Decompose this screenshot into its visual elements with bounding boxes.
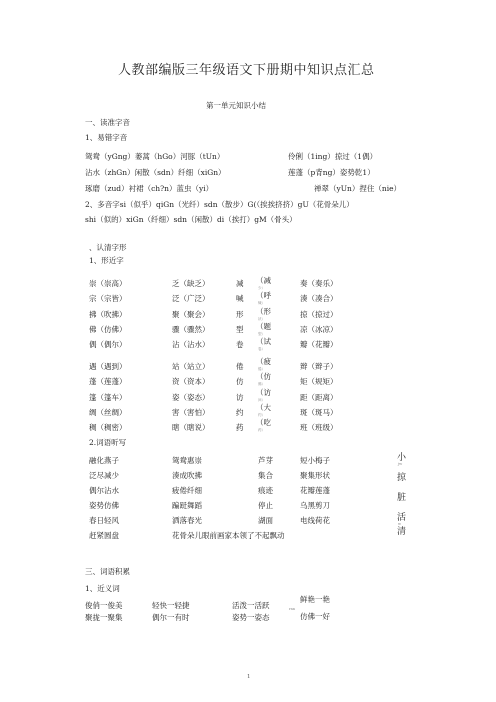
paren-word-4: （题 [256, 322, 271, 331]
syn-r2-c2: 偶尔一有时 [152, 613, 190, 622]
dictation-word-r4-c3: 停止 [258, 501, 273, 510]
similar-char-r3-c3: 形 [236, 310, 244, 319]
paren-word-2: （呼 [256, 291, 271, 300]
paren-small-7: 佛） [258, 382, 265, 386]
polyphone-line-1: 2、多音字si（似乎）qiGn（光纤）sdn（散步）G(（挨挨挤挤）gU（花骨朵儿） [85, 200, 354, 209]
similar-char-r3-c4: 掠（掠过） [300, 310, 338, 319]
paren-word-10: （吃 [256, 418, 271, 427]
dictation-word-r1-c3: 芦芽 [258, 456, 273, 465]
similar-char-r1-c1: 崇（崇高） [89, 279, 127, 288]
paren-small-10: 药） [258, 428, 265, 432]
paren-small-4: 型） [258, 332, 265, 336]
dictation-word-r1-c2: 鸳鸯惠崇 [172, 456, 202, 465]
similar-char-r9-c4: 斑（斑马） [300, 408, 338, 417]
similar-char-r2-c2: 泛（广泛） [172, 294, 210, 303]
syn-r1-c4: 鲜艳一艳 [300, 595, 330, 604]
dictation-word-r3-c1: 偶尔沾水 [89, 486, 119, 495]
dictation-word-r5-c1: 春日轻风 [89, 516, 119, 525]
similar-char-r5-c4: 瓣（花瓣） [300, 340, 338, 349]
pron-row-2-right: 莲蓬（p背ng）姿势乾1） [288, 168, 375, 177]
dictation-word-r2-c2: 湊成吹拂 [172, 471, 202, 480]
similar-char-r8-c2: 姿（姿态） [172, 393, 210, 402]
polyphone-line-2: shi（似的）xiGn（纤细）sdn（闲散）di（挨打）gM（骨头） [85, 215, 297, 224]
paren-small-9: 约） [258, 413, 265, 417]
side-note-1: jw [398, 462, 403, 466]
dictation-word-r2-c3: 集合 [258, 471, 273, 480]
similar-char-r7-c3: 仿 [236, 377, 244, 386]
dictation-word-r1-c4: 短小梅子 [300, 456, 330, 465]
similar-char-r1-c4: 奏（奏乐） [300, 279, 338, 288]
side-note-4: w [398, 522, 401, 526]
syn-note: rnn [289, 607, 296, 611]
section-heading-2: 、认清字形 [89, 243, 127, 252]
dictation-word-r5-c3: 湖面 [258, 516, 273, 525]
similar-char-r9-c2: 害（害怕） [172, 408, 210, 417]
similar-char-r5-c1: 偶（偶尔） [89, 340, 127, 349]
similar-char-r9-c1: 绸（丝绸） [89, 408, 127, 417]
similar-char-r7-c2: 资（资本） [172, 377, 210, 386]
dictation-word-r1-c1: 融化燕子 [89, 456, 119, 465]
dictation-word-r4-c4: 乌黑剪刀 [300, 501, 330, 510]
paren-word-1: （减 [256, 276, 271, 285]
similar-char-r8-c3: 访 [236, 393, 244, 402]
subheading-dictation: 2.词语听写 [89, 438, 127, 447]
subheading-similar-chars: 1、形近字 [89, 256, 124, 265]
paren-word-6: （疲 [256, 357, 271, 366]
similar-char-r4-c4: 凉（冰凉） [300, 325, 338, 334]
paren-word-3: （形 [256, 307, 271, 316]
syn-r2-c4: 仿佛一好 [300, 612, 330, 621]
syn-r2-c3: 姿势一姿态 [232, 613, 270, 622]
similar-char-r5-c3: 卷 [236, 340, 244, 349]
similar-char-r2-c3: 喊 [236, 294, 244, 303]
section-heading-3: 三、词语积累 [85, 567, 130, 576]
syn-r2-c1: 聚拢一聚集 [85, 613, 123, 622]
dictation-word-r2-c1: 泛尽减少 [89, 471, 119, 480]
similar-char-r7-c1: 蓬（莲蓬） [89, 377, 127, 386]
pron-row-1-left: 鸳鸯（yGng）蒌蒿（hGo）河豚（tUn） [85, 152, 225, 161]
similar-char-r8-c4: 距（距离） [300, 393, 338, 402]
dictation-word-r5-c2: 洒落春光 [172, 516, 202, 525]
similar-char-r3-c2: 聚（聚会） [172, 310, 210, 319]
similar-char-r2-c4: 湊（凑合） [300, 294, 338, 303]
similar-char-r4-c1: 佛（仿佛） [89, 325, 127, 334]
pron-row-3-right: 禅翠（yUn）捏住（nie） [314, 184, 402, 193]
paren-small-3: 状） [258, 317, 265, 321]
similar-char-r9-c3: 约 [236, 408, 244, 417]
paren-word-5: （试 [256, 337, 271, 346]
syn-r1-c1: 俊俏一俊美 [85, 601, 123, 610]
similar-char-r6-c3: 倦 [236, 362, 244, 371]
dictation-word-r3-c4: 花瓣莲蓬 [300, 486, 330, 495]
paren-small-1: 少） [258, 286, 265, 290]
paren-word-7: （仿 [256, 372, 271, 381]
similar-char-r4-c3: 型 [236, 325, 244, 334]
similar-char-r10-c2: 瞎（瞎说） [172, 423, 210, 432]
similar-char-r3-c1: 拂（吹拂） [89, 310, 127, 319]
pron-row-2-left: 沾水（zhGn）闲散（sdn）纤细（xiGn） [85, 168, 226, 177]
side-char-3: 脏 [397, 493, 407, 503]
similar-char-r2-c1: 宗（宗皆） [89, 294, 127, 303]
similar-char-r7-c4: 矩（规矩） [300, 377, 338, 386]
dictation-word-r5-c4: 电线荷花 [300, 516, 330, 525]
pron-row-1-right: 伶俐（1ing）掠过（1偶） [288, 152, 378, 161]
pron-row-3-left: 琢磨（zud）衬裙（ch?n）蓝虫（yi） [85, 184, 214, 193]
paren-small-8: 问） [258, 398, 265, 402]
section-heading-1: 一、读准字音 [85, 118, 130, 127]
dictation-word-r4-c1: 姿势仿佛 [89, 501, 119, 510]
similar-char-r5-c2: 沾（沾水） [172, 340, 210, 349]
dictation-word-r2-c4: 聚集形状 [300, 471, 330, 480]
side-char-4: 活 [397, 513, 407, 523]
dictation-word-r3-c2: 疲倦纤细 [172, 486, 202, 495]
syn-r1-c3: 活泼一活跃 [232, 601, 270, 610]
paren-word-8: （访 [256, 388, 271, 397]
dictation-word-r3-c3: 痕迹 [258, 486, 273, 495]
paren-small-5: 卷） [258, 347, 265, 351]
page-number: 1 [247, 674, 251, 680]
similar-char-r6-c2: 站（站立） [172, 362, 210, 371]
side-char-2: 掠 [397, 473, 407, 483]
similar-char-r8-c1: 篷（篷车） [89, 393, 127, 402]
similar-char-r6-c4: 辫（辫子） [300, 362, 338, 371]
side-char-1: 小 [397, 453, 407, 463]
paren-word-9: （大 [256, 403, 271, 412]
word-last-2: 花骨朵儿眼前画家本领了不起飘动 [172, 531, 285, 540]
subheading-easy-pronunciation: 1、易错字音 [85, 133, 128, 142]
page-title: 人教部编版三年级语文下册期中知识点汇总 [118, 63, 375, 78]
side-char-5: 清 [397, 527, 407, 537]
subheading-synonyms: 1、近义词 [85, 584, 120, 593]
similar-char-r1-c2: 乏（缺乏） [172, 279, 210, 288]
similar-char-r10-c3: 药 [236, 423, 244, 432]
similar-char-r6-c1: 遇（遇到） [89, 362, 127, 371]
unit-title: 第一单元知识小结 [206, 101, 266, 110]
word-last-1: 赶紧圆盘 [89, 531, 119, 540]
syn-r1-c2: 轻快一轻捷 [152, 601, 190, 610]
paren-small-6: 倦） [258, 367, 265, 371]
similar-char-r10-c4: 班（班级） [300, 423, 338, 432]
dictation-word-r4-c2: 蹁跹舞蹈 [172, 501, 202, 510]
paren-small-2: 喊） [258, 301, 265, 305]
similar-char-r10-c1: 稠（稠密） [89, 423, 127, 432]
similar-char-r1-c3: 减 [236, 279, 244, 288]
similar-char-r4-c2: 骤（骤然） [172, 325, 210, 334]
